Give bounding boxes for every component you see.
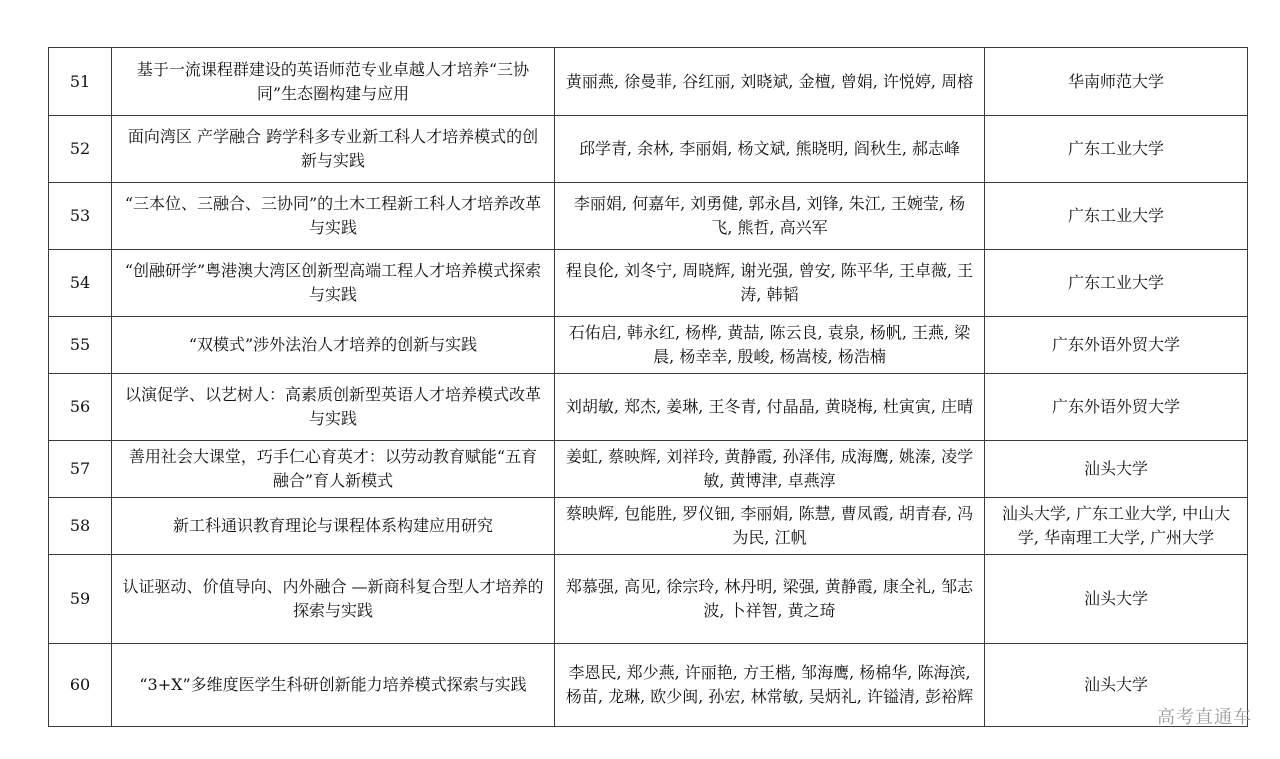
row-number: 51: [49, 48, 112, 116]
institution-name: 广东外语外贸大学: [985, 317, 1248, 374]
project-title: 面向湾区 产学融合 跨学科多专业新工科人才培养模式的创新与实践: [112, 116, 555, 183]
row-number: 55: [49, 317, 112, 374]
table-row: [49, 374, 1248, 441]
table-row: [49, 116, 1248, 183]
project-title: 基于一流课程群建设的英语师范专业卓越人才培养“三协同”生态圈构建与应用: [112, 48, 555, 116]
team-members: 邱学青, 余林, 李丽娟, 杨文斌, 熊晓明, 阎秋生, 郝志峰: [555, 116, 985, 183]
watermark-text: 高考直通车: [1157, 707, 1252, 728]
team-members: 李恩民, 郑少燕, 许丽艳, 方王楷, 邹海鹰, 杨棉华, 陈海滨, 杨苗, 龙琳, 欧少闽, 孙宏, 林常敏, 吴炳礼, 许镒清, 彭裕辉: [555, 644, 985, 727]
project-title: 新工科通识教育理论与课程体系构建应用研究: [112, 498, 555, 555]
row-number: 57: [49, 441, 112, 498]
table-row: [49, 441, 1248, 498]
project-title: 善用社会大课堂，巧手仁心育英才：以劳动教育赋能“五育融合”育人新模式: [112, 441, 555, 498]
table-row: [49, 48, 1248, 116]
project-title: “创融研学”粤港澳大湾区创新型高端工程人才培养模式探索与实践: [112, 250, 555, 317]
awards-table: [48, 47, 1248, 727]
team-members: 姜虹, 蔡映辉, 刘祥玲, 黄静霞, 孙泽伟, 成海鹰, 姚溱, 凌学敏, 黄博津, 卓燕淳: [555, 441, 985, 498]
row-number: 52: [49, 116, 112, 183]
table-row: [49, 644, 1248, 727]
institution-name: 汕头大学: [985, 644, 1248, 727]
table-row: [49, 498, 1248, 555]
project-title: 认证驱动、价值导向、内外融合 —新商科复合型人才培养的探索与实践: [112, 555, 555, 644]
table-row: [49, 183, 1248, 250]
table-row: [49, 317, 1248, 374]
row-number: 60: [49, 644, 112, 727]
team-members: 刘胡敏, 郑杰, 姜琳, 王冬青, 付晶晶, 黄晓梅, 杜寅寅, 庄晴: [555, 374, 985, 441]
row-number: 58: [49, 498, 112, 555]
row-number: 59: [49, 555, 112, 644]
project-title: “双模式”涉外法治人才培养的创新与实践: [112, 317, 555, 374]
row-number: 54: [49, 250, 112, 317]
institution-name: 广东外语外贸大学: [985, 374, 1248, 441]
institution-name: 汕头大学, 广东工业大学, 中山大学, 华南理工大学, 广州大学: [985, 498, 1248, 555]
team-members: 程良伦, 刘冬宁, 周晓辉, 谢光强, 曾安, 陈平华, 王卓薇, 王涛, 韩韬: [555, 250, 985, 317]
project-title: “3+X”多维度医学生科研创新能力培养模式探索与实践: [112, 644, 555, 727]
team-members: 郑慕强, 高见, 徐宗玲, 林丹明, 梁强, 黄静霞, 康全礼, 邹志波, 卜祥智, 黄之琦: [555, 555, 985, 644]
table-row: [49, 250, 1248, 317]
team-members: 黄丽燕, 徐曼菲, 谷红丽, 刘晓斌, 金檀, 曾娟, 许悦婷, 周榕: [555, 48, 985, 116]
institution-name: 广东工业大学: [985, 116, 1248, 183]
project-title: “三本位、三融合、三协同”的土木工程新工科人才培养改革与实践: [112, 183, 555, 250]
institution-name: 华南师范大学: [985, 48, 1248, 116]
institution-name: 广东工业大学: [985, 183, 1248, 250]
project-title: 以演促学、以艺树人：高素质创新型英语人才培养模式改革与实践: [112, 374, 555, 441]
row-number: 53: [49, 183, 112, 250]
table-row: [49, 555, 1248, 644]
institution-name: 汕头大学: [985, 555, 1248, 644]
row-number: 56: [49, 374, 112, 441]
institution-name: 汕头大学: [985, 441, 1248, 498]
team-members: 蔡映辉, 包能胜, 罗仪钿, 李丽娟, 陈慧, 曹凤霞, 胡青春, 冯为民, 江帆: [555, 498, 985, 555]
institution-name: 广东工业大学: [985, 250, 1248, 317]
table-body: [49, 48, 1248, 727]
team-members: 石佑启, 韩永红, 杨桦, 黄喆, 陈云良, 袁泉, 杨帆, 王燕, 梁晨, 杨幸幸, 殷峻, 杨嵩棱, 杨浩楠: [555, 317, 985, 374]
team-members: 李丽娟, 何嘉年, 刘勇健, 郭永昌, 刘锋, 朱江, 王婉莹, 杨飞, 熊哲, 高兴军: [555, 183, 985, 250]
